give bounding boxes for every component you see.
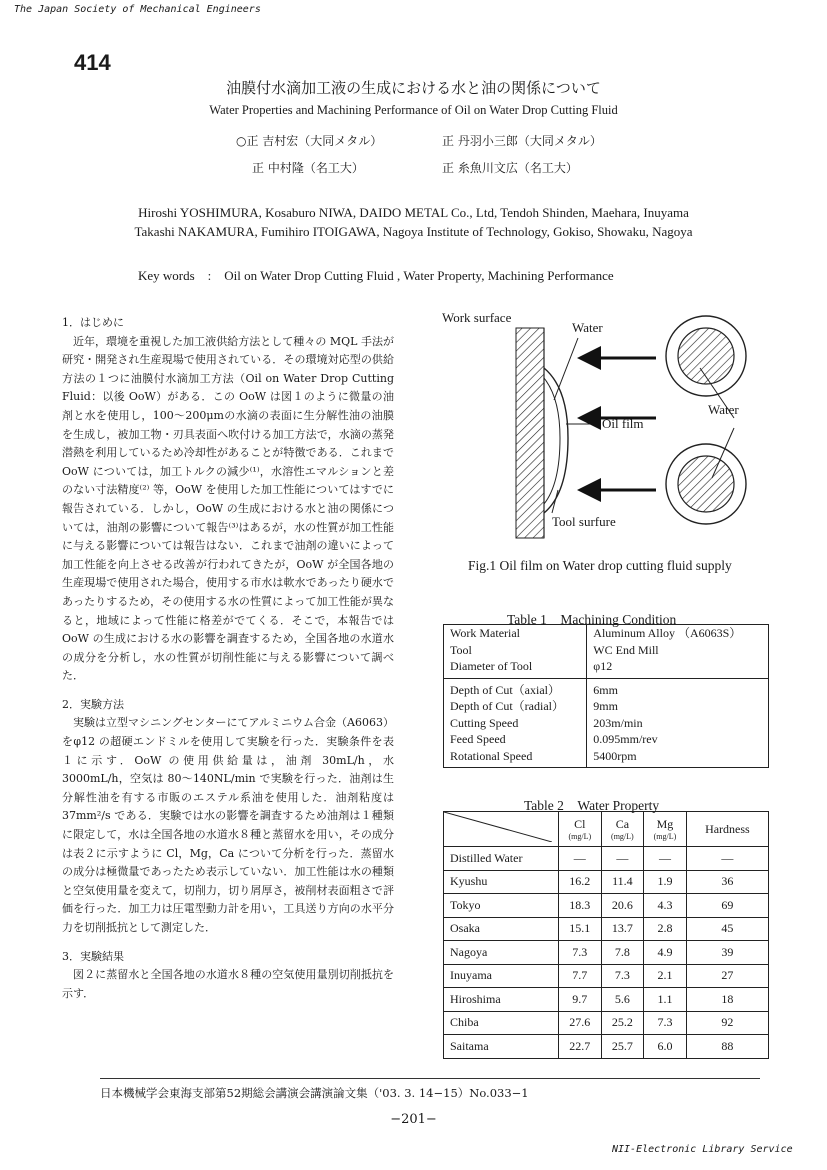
figure-1-caption: Fig.1 Oil film on Water drop cutting fluid supply <box>468 558 732 573</box>
table-cell: 39 <box>686 941 768 965</box>
table-cell: 4.9 <box>644 941 687 965</box>
droplet-upper-inner <box>678 328 734 384</box>
tool-surface-leader <box>552 490 558 513</box>
title-english: Water Properties and Machining Performance of Oil on Water Drop Cutting Fluid <box>209 103 618 117</box>
table-cell: 45 <box>686 917 768 941</box>
label-tool-surface: Tool surfure <box>552 514 616 529</box>
table-row <box>444 870 769 894</box>
table-cell: Depth of Cut（radial） <box>450 699 564 713</box>
author-1: ○正 吉村宏（大同メタル） <box>236 134 383 148</box>
table-cell: 18 <box>686 988 768 1012</box>
table-row <box>444 988 769 1012</box>
table-cell: 36 <box>686 870 768 894</box>
table-row <box>444 678 769 698</box>
section-1-body: 近年，環境を重視した加工液供給方法として種々の MQL 手法が研究・開発され生産現場で使用されている．その環境対応型の供給方法の１つに油膜付水滴加工方法（Oil on Water Drop Cutting Fluid：以後 OoW）がある．この OoW は図１のように微量の油剤と水を使用し，100〜200μmの水滴の表面に生分解性油の油膜を生成し，被加工物・刃具表面へ吹付ける加工方法で，水滴の蒸発潜熱を利用しているため冷却性があることが特徴である．これまで OoW については，加工トルクの減少⁽¹⁾，水溶性エマルションと差のない寸法精度⁽²⁾ 等，OoW を使用した加工性能についてはすでに報告されている．しかし，OoW の生成における水と油の関係については，油剤の影響について報告⁽³⁾はあるが，水の性質が加工性能に与える影響については報告はない．これまで油剤の違いによって加工性能を向上させる改善が行われてきたが，OoW が全国各地の生産現場で使用された場合，使用する市水は軟水であったり硬水であったりするため，その使用する水の性質によって加工性能が異なると，地域によって性能に格差がでてくる．そこで，本報告では OoW の生成における水の影響を調査するため，全国各地の水道水の成分を分析し，水の性質が切削性能に与える影響について調べた． <box>62 334 394 683</box>
table-cell: 92 <box>686 1011 768 1035</box>
table-cell: — <box>686 847 768 871</box>
keywords: Key words : Oil on Water Drop Cutting Fluid , Water Property, Machining Performance <box>138 268 614 283</box>
column-header-ca: Ca (mg/L) <box>601 812 644 847</box>
section-3-title: 3．実験結果 <box>62 949 124 963</box>
column-header-cl: Cl (mg/L) <box>559 812 602 847</box>
section-1-title: 1．はじめに <box>62 316 124 329</box>
table-cell: 5400rpm <box>587 748 769 768</box>
table-cell: 2.8 <box>644 917 687 941</box>
table-cell: 6.0 <box>644 1035 687 1059</box>
table-cell: 7.7 <box>559 964 602 988</box>
table-cell: 7.3 <box>644 1011 687 1035</box>
table-cell: Distilled Water <box>444 847 559 871</box>
author-3: 正 中村隆（名工大） <box>252 161 364 175</box>
table-row <box>444 1011 769 1035</box>
page-number: −201− <box>390 1112 437 1127</box>
table-row <box>444 625 769 642</box>
table-row <box>444 941 769 965</box>
table-cell: 25.2 <box>601 1011 644 1035</box>
table-row <box>444 731 769 748</box>
title-japanese: 油膜付水滴加工液の生成における水と油の関係について <box>226 79 601 97</box>
table-cell: 6mm <box>587 678 769 698</box>
table-cell: 7.3 <box>559 941 602 965</box>
table-cell: φ12 <box>587 658 769 678</box>
table-cell: 16.2 <box>559 870 602 894</box>
table-row <box>444 1035 769 1059</box>
work-surface-wall <box>516 328 544 538</box>
table-cell: Osaka <box>444 917 559 941</box>
table-row <box>444 642 769 659</box>
table-cell: Kyushu <box>444 870 559 894</box>
table-2-body <box>444 847 769 1059</box>
table-cell: — <box>601 847 644 871</box>
table-cell: 18.3 <box>559 894 602 918</box>
table-cell: Hiroshima <box>444 988 559 1012</box>
footer-service: NII-Electronic Library Service <box>612 1144 793 1155</box>
table-cell: Diameter of Tool <box>450 659 533 673</box>
table-row <box>444 715 769 732</box>
section-2-title: 2．実験方法 <box>62 697 124 711</box>
table-cell: 5.6 <box>601 988 644 1012</box>
table-row <box>444 698 769 715</box>
table-corner-cell <box>444 812 559 847</box>
table-2-caption: Table 2 Water Property <box>524 798 660 813</box>
table-1-machining-condition <box>443 624 769 768</box>
table-cell: 15.1 <box>559 917 602 941</box>
table-cell: Nagoya <box>444 941 559 965</box>
table-cell: 25.7 <box>601 1035 644 1059</box>
table-cell: — <box>559 847 602 871</box>
table-cell: Feed Speed <box>450 732 506 746</box>
table-cell: 9.7 <box>559 988 602 1012</box>
table-cell: 88 <box>686 1035 768 1059</box>
table-cell: WC End Mill <box>587 642 769 659</box>
table-cell: Saitama <box>444 1035 559 1059</box>
table-cell: Inuyama <box>444 964 559 988</box>
table-cell: 13.7 <box>601 917 644 941</box>
water-top-leader <box>554 338 578 400</box>
table-cell: 1.1 <box>644 988 687 1012</box>
table-cell: 27 <box>686 964 768 988</box>
table-row <box>444 847 769 871</box>
table-row <box>444 658 769 678</box>
diagonal-line <box>444 812 552 842</box>
table-cell: 9mm <box>587 698 769 715</box>
label-work-surface: Work surface <box>442 310 512 325</box>
table-cell: Work Material <box>450 626 521 640</box>
section-3-body: 図２に蒸留水と全国各地の水道水８種の空気使用量別切削抵抗を示す． <box>62 968 394 1000</box>
table-cell: 20.6 <box>601 894 644 918</box>
table-cell: 27.6 <box>559 1011 602 1035</box>
section-2-body: 実験は立型マシニングセンターにてアルミニウム合金（A6063）をφ12 の超硬エンドミルを使用して実験を行った．実験条件を表１に示す．OoW の使用供給量は，油剤 30mL/h，水 3000mL/h，空気は 80〜140NL/min で実験を行った．油剤は生分解性油を有する市販のエステル系油を使用した．油剤粘度は 37mm²/s である．実験では水の影響を調査するため油剤は１種類に限定して，水は全国各地の水道水８種と蒸留水を用い，その成分は表２に示すように Cl，Mg，Ca について分析を行った．蒸留水の成分は極微量であったため表示していない．加工性能は水の種類と空気使用量を変えて，切削力，切り屑厚さ，被削材表面粗さで評価を行った．加工力は圧電型動力計を用い，工具送り方向の水平分力を切削抵抗として測定した． <box>62 716 394 934</box>
table-cell: 11.4 <box>601 870 644 894</box>
table-row <box>444 748 769 768</box>
journal-header: The Japan Society of Mechanical Engineers <box>14 4 261 15</box>
table-cell: Chiba <box>444 1011 559 1035</box>
table-cell: Aluminum Alloy （A6063S） <box>587 625 769 642</box>
table-cell: 22.7 <box>559 1035 602 1059</box>
table-cell: 69 <box>686 894 768 918</box>
figure-1 <box>440 308 780 548</box>
table-cell: 2.1 <box>644 964 687 988</box>
table-cell: Depth of Cut（axial） <box>444 678 587 698</box>
table-row <box>444 894 769 918</box>
table-1-caption: Table 1 Machining Condition <box>507 612 677 627</box>
column-header-hardness: Hardness <box>686 812 768 847</box>
affiliation-line-2: Takashi NAKAMURA, Fumihiro ITOIGAWA, Nagoya Institute of Technology, Gokiso, Showaku, Nagoya <box>134 224 693 239</box>
label-oil-film: Oil film <box>602 416 644 431</box>
table-row <box>444 917 769 941</box>
author-4: 正 糸魚川文広（名工大） <box>442 161 578 175</box>
droplet-lower-inner <box>678 456 734 512</box>
footer-proceedings: 日本機械学会東海支部第52期総会講演会講演論文集（'03. 3. 14−15）No.033−1 <box>100 1078 760 1101</box>
label-water-top: Water <box>572 320 603 335</box>
table-cell: Rotational Speed <box>450 748 533 763</box>
table-cell: 7.8 <box>601 941 644 965</box>
table-cell: Tokyo <box>444 894 559 918</box>
body-left-column <box>62 314 394 1003</box>
table-2-water-property <box>443 811 769 1059</box>
label-water-right: Water <box>708 402 739 417</box>
oil-film-layer <box>544 378 560 504</box>
table-cell: 4.3 <box>644 894 687 918</box>
table-cell: 7.3 <box>601 964 644 988</box>
table-row <box>444 964 769 988</box>
table-cell: — <box>644 847 687 871</box>
page-number-large: 414 <box>74 50 111 75</box>
table-cell: 1.9 <box>644 870 687 894</box>
droplet-outline <box>544 368 568 513</box>
column-header-mg: Mg (mg/L) <box>644 812 687 847</box>
table-cell: Tool <box>450 642 472 657</box>
table-cell: 0.095mm/rev <box>587 731 769 748</box>
table-cell: 203m/min <box>587 715 769 732</box>
author-2: 正 丹羽小三郎（大同メタル） <box>442 134 602 148</box>
table-header-row <box>444 812 769 847</box>
affiliation-line-1: Hiroshi YOSHIMURA, Kosaburo NIWA, DAIDO METAL Co., Ltd, Tendoh Shinden, Maehara, Inuyama <box>138 205 689 220</box>
table-cell: Cutting Speed <box>450 715 519 730</box>
